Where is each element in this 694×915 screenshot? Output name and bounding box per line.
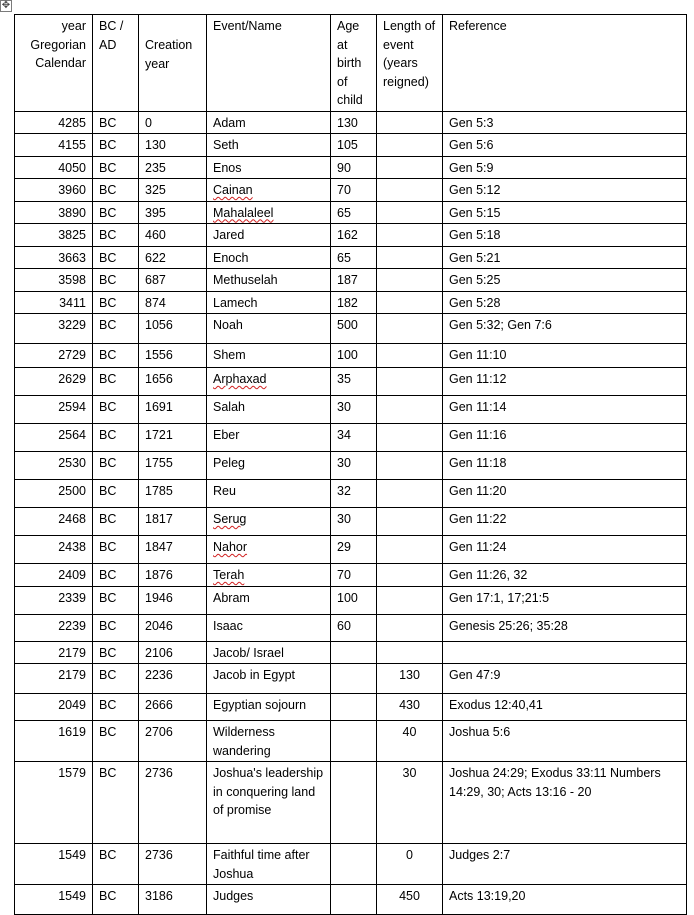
cell-creation-year: 622 <box>139 246 207 269</box>
spellcheck-word: Cainan <box>213 183 253 197</box>
cell-event <box>207 368 331 396</box>
cell-creation-year: 130 <box>139 134 207 157</box>
cell-reference: Joshua 24:29; Exodus 33:11 Numbers 14:29, 30; Acts 13:16 - 20 <box>443 762 687 844</box>
header-creation-year <box>139 15 207 112</box>
cell-era: BC <box>93 564 139 587</box>
cell-year: 2049 <box>15 694 93 721</box>
cell-era: BC <box>93 368 139 396</box>
cell-length <box>377 564 443 587</box>
cell-creation-year: 1876 <box>139 564 207 587</box>
cell-event: Isaac <box>207 614 331 641</box>
cell-creation-year: 3186 <box>139 885 207 915</box>
spellcheck-word: Mahalaleel <box>213 205 274 220</box>
cell-age: 90 <box>331 156 377 179</box>
cell-event: Seth <box>207 134 331 157</box>
table-row <box>15 564 687 587</box>
cell-length <box>377 424 443 452</box>
cell-creation-year: 1946 <box>139 586 207 614</box>
cell-era: BC <box>93 721 139 762</box>
table-row <box>15 641 687 664</box>
table-row <box>15 694 687 721</box>
cell-length <box>377 344 443 368</box>
cell-creation-year: 2236 <box>139 664 207 694</box>
cell-event: Lamech <box>207 291 331 314</box>
cell-era: BC <box>93 201 139 224</box>
cell-era: BC <box>93 396 139 424</box>
cell-creation-year: 1556 <box>139 344 207 368</box>
table-row <box>15 885 687 915</box>
table-row <box>15 536 687 564</box>
cell-event: Methuselah <box>207 269 331 292</box>
cell-era: BC <box>93 344 139 368</box>
cell-reference: Joshua 5:6 <box>443 721 687 762</box>
cell-reference: Gen 11:20 <box>443 480 687 508</box>
cell-age <box>331 844 377 885</box>
cell-event: Jared <box>207 224 331 247</box>
cell-era: BC <box>93 156 139 179</box>
cell-length <box>377 111 443 134</box>
cell-event: Faithful time after Joshua <box>207 844 331 885</box>
cell-reference: Acts 13:19,20 <box>443 885 687 915</box>
cell-year: 1579 <box>15 762 93 844</box>
cell-event: Enos <box>207 156 331 179</box>
cell-length <box>377 201 443 224</box>
cell-year: 2564 <box>15 424 93 452</box>
cell-year: 2500 <box>15 480 93 508</box>
cell-length <box>377 586 443 614</box>
cell-creation-year: 460 <box>139 224 207 247</box>
cell-age: 65 <box>331 201 377 224</box>
cell-reference: Gen 47:9 <box>443 664 687 694</box>
cell-creation-year: 2706 <box>139 721 207 762</box>
table-row <box>15 508 687 536</box>
cell-length: 430 <box>377 694 443 721</box>
table-row <box>15 762 687 844</box>
cell-year: 4050 <box>15 156 93 179</box>
cell-era: BC <box>93 314 139 344</box>
cell-year: 2339 <box>15 586 93 614</box>
header-row <box>15 15 687 112</box>
cell-creation-year: 687 <box>139 269 207 292</box>
cell-age: 29 <box>331 536 377 564</box>
cell-era: BC <box>93 586 139 614</box>
cell-year: 3890 <box>15 201 93 224</box>
cell-era: BC <box>93 111 139 134</box>
cell-creation-year: 1656 <box>139 368 207 396</box>
table-row <box>15 664 687 694</box>
cell-year: 2729 <box>15 344 93 368</box>
cell-creation-year: 1056 <box>139 314 207 344</box>
header-event: Event/Name <box>207 15 331 112</box>
cell-length <box>377 452 443 480</box>
cell-length <box>377 246 443 269</box>
cell-creation-year: 874 <box>139 291 207 314</box>
cell-era: BC <box>93 291 139 314</box>
cell-length <box>377 480 443 508</box>
header-year: year Gregorian Calendar <box>15 15 93 112</box>
cell-length: 0 <box>377 844 443 885</box>
cell-year: 2179 <box>15 641 93 664</box>
cell-year: 2629 <box>15 368 93 396</box>
cell-year: 4155 <box>15 134 93 157</box>
cell-age: 70 <box>331 564 377 587</box>
cell-event: Peleg <box>207 452 331 480</box>
cell-age: 182 <box>331 291 377 314</box>
cell-year: 2530 <box>15 452 93 480</box>
cell-era: BC <box>93 424 139 452</box>
cell-length: 30 <box>377 762 443 844</box>
cell-reference: Gen 11:12 <box>443 368 687 396</box>
cell-reference: Exodus 12:40,41 <box>443 694 687 721</box>
cell-reference: Gen 5:28 <box>443 291 687 314</box>
table-move-handle-icon[interactable]: ✥ <box>1 0 11 11</box>
cell-creation-year: 325 <box>139 179 207 202</box>
cell-reference: Gen 5:12 <box>443 179 687 202</box>
table-row <box>15 269 687 292</box>
cell-age: 32 <box>331 480 377 508</box>
cell-era: BC <box>93 614 139 641</box>
cell-length: 450 <box>377 885 443 915</box>
table-row <box>15 201 687 224</box>
header-reference: Reference <box>443 15 687 112</box>
cell-reference: Gen 11:18 <box>443 452 687 480</box>
cell-length: 130 <box>377 664 443 694</box>
cell-event: Eber <box>207 424 331 452</box>
header-creation-label: Creation year <box>145 38 193 71</box>
cell-era: BC <box>93 480 139 508</box>
cell-event <box>207 508 331 536</box>
cell-year: 1619 <box>15 721 93 762</box>
cell-age: 100 <box>331 344 377 368</box>
cell-era: BC <box>93 694 139 721</box>
cell-year: 2438 <box>15 536 93 564</box>
cell-reference: Gen 5:21 <box>443 246 687 269</box>
cell-era: BC <box>93 452 139 480</box>
cell-year: 3960 <box>15 179 93 202</box>
cell-length <box>377 291 443 314</box>
cell-event: Salah <box>207 396 331 424</box>
cell-age: 34 <box>331 424 377 452</box>
cell-age <box>331 641 377 664</box>
cell-event: Reu <box>207 480 331 508</box>
cell-creation-year: 1817 <box>139 508 207 536</box>
cell-reference: Gen 5:3 <box>443 111 687 134</box>
table-row <box>15 614 687 641</box>
cell-year: 3663 <box>15 246 93 269</box>
cell-reference: Gen 5:25 <box>443 269 687 292</box>
cell-event: Jacob in Egypt <box>207 664 331 694</box>
spellcheck-word: Arphaxad <box>213 372 267 386</box>
header-era: BC / AD <box>93 15 139 112</box>
table-row <box>15 586 687 614</box>
table-row <box>15 844 687 885</box>
spellcheck-word: Terah <box>213 568 245 582</box>
cell-creation-year: 2106 <box>139 641 207 664</box>
cell-length <box>377 614 443 641</box>
table-row <box>15 396 687 424</box>
cell-creation-year: 2736 <box>139 844 207 885</box>
cell-age <box>331 664 377 694</box>
spellcheck-word: Nahor <box>213 540 248 554</box>
table-row <box>15 314 687 344</box>
cell-age: 70 <box>331 179 377 202</box>
cell-event: Noah <box>207 314 331 344</box>
cell-creation-year: 1847 <box>139 536 207 564</box>
chronology-table <box>14 14 687 915</box>
cell-age <box>331 694 377 721</box>
cell-event: Judges <box>207 885 331 915</box>
cell-length <box>377 508 443 536</box>
cell-reference: Gen 11:26, 32 <box>443 564 687 587</box>
cell-year: 3598 <box>15 269 93 292</box>
cell-reference: Judges 2:7 <box>443 844 687 885</box>
table-row <box>15 134 687 157</box>
cell-creation-year: 1755 <box>139 452 207 480</box>
cell-age: 35 <box>331 368 377 396</box>
cell-creation-year: 1785 <box>139 480 207 508</box>
cell-event <box>207 564 331 587</box>
table-row <box>15 424 687 452</box>
cell-era: BC <box>93 179 139 202</box>
cell-creation-year: 235 <box>139 156 207 179</box>
cell-age: 187 <box>331 269 377 292</box>
table-row <box>15 721 687 762</box>
cell-age: 500 <box>331 314 377 344</box>
table-row <box>15 452 687 480</box>
cell-era: BC <box>93 224 139 247</box>
cell-event <box>207 179 331 202</box>
cell-age: 30 <box>331 452 377 480</box>
cell-length <box>377 314 443 344</box>
cell-creation-year: 395 <box>139 201 207 224</box>
cell-length <box>377 536 443 564</box>
cell-reference: Gen 17:1, 17;21:5 <box>443 586 687 614</box>
cell-creation-year: 1721 <box>139 424 207 452</box>
cell-era: BC <box>93 134 139 157</box>
cell-event <box>207 536 331 564</box>
cell-era: BC <box>93 844 139 885</box>
cell-length <box>377 156 443 179</box>
table-row <box>15 224 687 247</box>
cell-year: 3825 <box>15 224 93 247</box>
cell-length <box>377 396 443 424</box>
cell-event: Adam <box>207 111 331 134</box>
cell-year: 2239 <box>15 614 93 641</box>
table-row <box>15 111 687 134</box>
cell-reference: Gen 11:10 <box>443 344 687 368</box>
cell-year: 1549 <box>15 844 93 885</box>
cell-era: BC <box>93 885 139 915</box>
cell-reference: Gen 11:14 <box>443 396 687 424</box>
cell-age: 60 <box>331 614 377 641</box>
cell-year: 1549 <box>15 885 93 915</box>
cell-reference: Gen 5:6 <box>443 134 687 157</box>
cell-era: BC <box>93 508 139 536</box>
table-row <box>15 291 687 314</box>
cell-event: Enoch <box>207 246 331 269</box>
cell-era: BC <box>93 269 139 292</box>
cell-age <box>331 885 377 915</box>
cell-creation-year: 2736 <box>139 762 207 844</box>
cell-reference: Gen 11:22 <box>443 508 687 536</box>
cell-event <box>207 201 331 224</box>
table-row <box>15 344 687 368</box>
cell-age: 30 <box>331 396 377 424</box>
cell-event: Shem <box>207 344 331 368</box>
cell-year: 3229 <box>15 314 93 344</box>
cell-year: 2594 <box>15 396 93 424</box>
cell-length <box>377 368 443 396</box>
cell-length <box>377 641 443 664</box>
table-row <box>15 368 687 396</box>
cell-year: 4285 <box>15 111 93 134</box>
cell-reference: Gen 5:32; Gen 7:6 <box>443 314 687 344</box>
cell-year: 3411 <box>15 291 93 314</box>
cell-creation-year: 0 <box>139 111 207 134</box>
cell-length <box>377 134 443 157</box>
table-row <box>15 156 687 179</box>
cell-year: 2468 <box>15 508 93 536</box>
cell-length <box>377 269 443 292</box>
table-row <box>15 179 687 202</box>
table-row <box>15 480 687 508</box>
cell-length <box>377 179 443 202</box>
cell-age: 65 <box>331 246 377 269</box>
cell-era: BC <box>93 664 139 694</box>
table-row <box>15 246 687 269</box>
cell-era: BC <box>93 246 139 269</box>
cell-age <box>331 762 377 844</box>
cell-reference: Gen 5:15 <box>443 201 687 224</box>
cell-creation-year: 2046 <box>139 614 207 641</box>
cell-year: 2409 <box>15 564 93 587</box>
cell-event: Wilderness wandering <box>207 721 331 762</box>
cell-era: BC <box>93 641 139 664</box>
cell-age: 100 <box>331 586 377 614</box>
cell-age: 105 <box>331 134 377 157</box>
cell-length <box>377 224 443 247</box>
header-age: Age at birth of child <box>331 15 377 112</box>
cell-age: 162 <box>331 224 377 247</box>
cell-reference: Gen 5:9 <box>443 156 687 179</box>
cell-reference <box>443 641 687 664</box>
cell-reference: Gen 11:24 <box>443 536 687 564</box>
cell-era: BC <box>93 762 139 844</box>
cell-year: 2179 <box>15 664 93 694</box>
cell-event: Abram <box>207 586 331 614</box>
cell-age: 30 <box>331 508 377 536</box>
cell-era: BC <box>93 536 139 564</box>
spellcheck-word: Serug <box>213 512 247 526</box>
cell-age <box>331 721 377 762</box>
cell-creation-year: 2666 <box>139 694 207 721</box>
cell-age: 130 <box>331 111 377 134</box>
cell-creation-year: 1691 <box>139 396 207 424</box>
cell-event: Joshua's leadership in conquering land of promise <box>207 762 331 844</box>
cell-length: 40 <box>377 721 443 762</box>
cell-reference: Genesis 25:26; 35:28 <box>443 614 687 641</box>
header-length: Length of event (years reigned) <box>377 15 443 112</box>
cell-event: Jacob/ Israel <box>207 641 331 664</box>
cell-event: Egyptian sojourn <box>207 694 331 721</box>
cell-reference: Gen 11:16 <box>443 424 687 452</box>
cell-reference: Gen 5:18 <box>443 224 687 247</box>
